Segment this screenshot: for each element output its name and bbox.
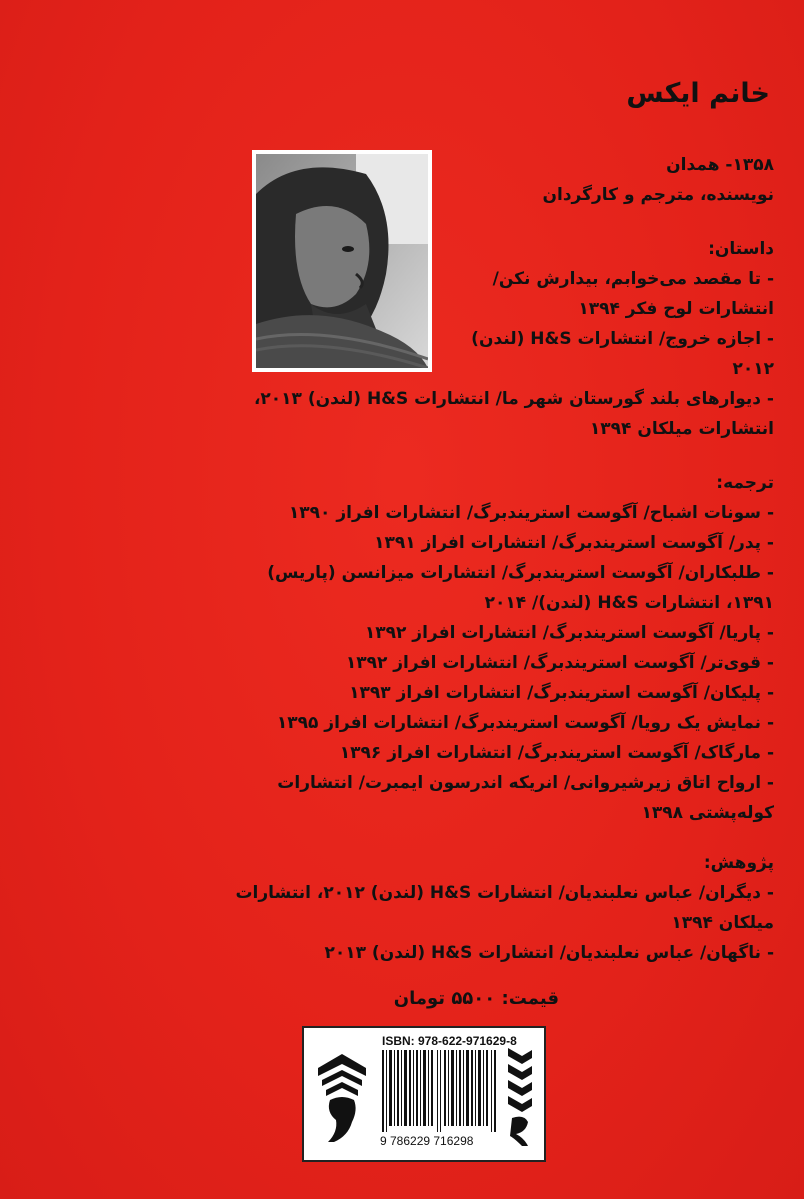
list-item: - قوی‌تر/ آگوست استریندبرگ/ انتشارات افراز ۱۳۹۲ (345, 653, 774, 673)
barcode-icon (382, 1050, 498, 1132)
isbn-barcode-block (302, 1026, 546, 1162)
author-roles: نویسنده، مترجم و کارگردان (542, 185, 774, 205)
list-item: انتشارات میلکان ۱۳۹۴ (589, 419, 774, 439)
list-item: - نمایش یک رویا/ آگوست استریندبرگ/ انتشارات افراز ۱۳۹۵ (276, 713, 774, 733)
author-name: خانم ایکس (626, 78, 770, 109)
author-birth: ۱۳۵۸- همدان (666, 155, 774, 175)
research-section (214, 848, 774, 968)
list-item: - پلیکان/ آگوست استریندبرگ/ انتشارات افراز ۱۳۹۳ (349, 683, 774, 703)
list-item: - طلبکاران/ آگوست استریندبرگ/ انتشارات میزانسن (پاریس) (267, 563, 774, 583)
translation-heading: ترجمه: (716, 473, 774, 493)
list-item: ۲۰۱۲ (732, 359, 774, 379)
list-item: - دیوارهای بلند گورستان شهر ما/ انتشارات H&S (لندن) ۲۰۱۳، (253, 389, 774, 409)
list-item: - پاریا/ آگوست استریندبرگ/ انتشارات افراز ۱۳۹۲ (364, 623, 774, 643)
list-item: کوله‌پشتی ۱۳۹۸ (641, 803, 774, 823)
list-item: انتشارات لوح فکر ۱۳۹۴ (578, 299, 774, 319)
research-heading: پژوهش: (703, 853, 774, 873)
author-bio (454, 150, 774, 210)
list-item: - دیگران/ عباس نعلبندیان/ انتشارات H&S (لندن) ۲۰۱۲، انتشارات (235, 883, 774, 903)
list-item: - تا مقصد می‌خوابم، بیدارش نکن/ (492, 269, 774, 289)
fiction-section (214, 234, 774, 444)
isbn-text: ISBN: 978-622-971629-8 (382, 1034, 517, 1048)
publisher-logo-icon (312, 1046, 372, 1146)
list-item: - ارواح اتاق زیرشیروانی/ انریکه اندرسون ایمبرت/ انتشارات (277, 773, 774, 793)
list-item: ۱۳۹۱، انتشارات H&S (لندن)/ ۲۰۱۴ (484, 593, 774, 613)
list-item: - پدر/ آگوست استریندبرگ/ انتشارات افراز ۱۳۹۱ (374, 533, 774, 553)
list-item: میلکان ۱۳۹۴ (671, 913, 774, 933)
list-item: - مارگاک/ آگوست استریندبرگ/ انتشارات افراز ۱۳۹۶ (339, 743, 774, 763)
translation-section (214, 468, 774, 828)
list-item: - اجازه خروج/ انتشارات H&S (لندن) (471, 329, 774, 349)
publisher-mark-icon (502, 1042, 538, 1150)
fiction-heading: داستان: (708, 239, 774, 259)
list-item: - سونات اشباح/ آگوست استریندبرگ/ انتشارات افراز ۱۳۹۰ (288, 503, 774, 523)
price-label: قیمت: ۵۵۰۰ تومان (393, 988, 559, 1009)
barcode-number: 9 786229 716298 (380, 1134, 474, 1148)
list-item: - ناگهان/ عباس نعلبندیان/ انتشارات H&S (لندن) ۲۰۱۳ (324, 943, 774, 963)
